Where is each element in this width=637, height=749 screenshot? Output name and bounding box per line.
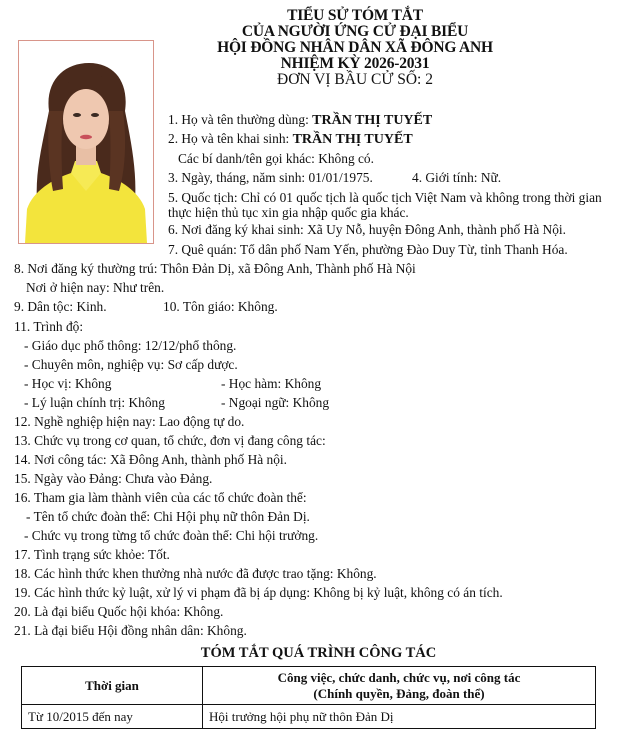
work-history-table <box>21 666 596 729</box>
column-header-position-line2: (Chính quyền, Đảng, đoàn thể) <box>313 685 485 701</box>
doc-term: NHIỆM KỲ 2026-2031 <box>280 55 430 72</box>
item-hometown: 7. Quê quán: Tổ dân phố Nam Yến, phường Đào Duy Từ, tỉnh Thanh Hóa. <box>168 242 568 257</box>
doc-subtitle-candidate: CỦA NGƯỜI ỨNG CỬ ĐẠI BIỂU <box>241 23 469 40</box>
item-common-name <box>168 112 432 129</box>
item-gender: 4. Giới tính: Nữ. <box>412 170 502 185</box>
item-birth-registration: 6. Nơi đăng ký khai sinh: Xã Uy Nỗ, huyện Đông Anh, thành phố Hà Nội. <box>168 222 566 237</box>
item-discipline: 19. Các hình thức kỷ luật, xử lý vi phạm đã bị áp dụng: Không bị kỷ luật, không có án tích. <box>14 585 503 600</box>
item-academic-degree: - Học vị: Không <box>24 376 112 391</box>
item-academic-title: - Học hàm: Không <box>221 376 322 391</box>
document-header <box>160 8 550 88</box>
item-birth-name <box>168 131 413 148</box>
item-position: 13. Chức vụ trong cơ quan, tổ chức, đơn vị đang công tác: <box>14 433 326 448</box>
doc-subtitle-council: HỘI ĐỒNG NHÂN DÂN XÃ ĐÔNG ANH <box>217 39 493 56</box>
table-header-row <box>22 667 596 705</box>
item-organization-name: - Tên tổ chức đoàn thể: Chi Hội phụ nữ thôn Đản Dị. <box>26 509 310 524</box>
column-header-position <box>203 667 596 705</box>
item-awards: 18. Các hình thức khen thưởng nhà nước đã được trao tặng: Không. <box>14 566 377 581</box>
portrait-image-icon <box>19 41 153 243</box>
label: 1. Họ và tên thường dùng: <box>168 112 313 127</box>
item-workplace: 14. Nơi công tác: Xã Đông Anh, thành phố Hà nội. <box>14 452 287 467</box>
cell-position: Hội trưởng hội phụ nữ thôn Đản Dị <box>203 705 596 729</box>
item-occupation: 12. Nghề nghiệp hiện nay: Lao động tự do. <box>14 414 245 429</box>
column-header-period: Thời gian <box>22 667 203 705</box>
item-political-theory: - Lý luận chính trị: Không <box>24 395 165 410</box>
candidate-photo <box>18 40 154 244</box>
item-professional-qualification: - Chuyên môn, nghiệp vụ: Sơ cấp dược. <box>24 357 238 372</box>
item-ethnicity: 9. Dân tộc: Kinh. <box>14 299 107 314</box>
item-foreign-language: - Ngoại ngữ: Không <box>221 395 330 410</box>
cell-period: Từ 10/2015 đến nay <box>22 705 203 729</box>
item-national-assembly: 20. Là đại biểu Quốc hội khóa: Không. <box>14 604 224 619</box>
item-organization-role: - Chức vụ trong từng tổ chức đoàn thể: Chi hội trưởng. <box>24 528 319 543</box>
item-health: 17. Tình trạng sức khỏe: Tốt. <box>14 547 170 562</box>
column-header-position-line1: Công việc, chức danh, chức vụ, nơi công tác <box>277 669 521 685</box>
item-nationality-line1: 5. Quốc tịch: Chỉ có 01 quốc tịch là quốc tịch Việt Nam và không trong thời gian <box>168 190 602 205</box>
item-general-education: - Giáo dục phổ thông: 12/12/phổ thông. <box>24 338 237 353</box>
item-birth-date: 3. Ngày, tháng, năm sinh: 01/01/1975. <box>168 170 373 185</box>
item-party-date: 15. Ngày vào Đảng: Chưa vào Đảng. <box>14 471 213 486</box>
item-nationality-line2: thực hiện thủ tục xin gia nhập quốc gia khác. <box>168 205 409 220</box>
item-current-residence: Nơi ở hiện nay: Như trên. <box>26 280 165 295</box>
doc-title: TIỂU SỬ TÓM TẮT <box>287 7 423 24</box>
item-peoples-council: 21. Là đại biểu Hội đồng nhân dân: Không. <box>14 623 247 638</box>
item-religion: 10. Tôn giáo: Không. <box>163 299 278 314</box>
birth-name-value: TRẦN THỊ TUYẾT <box>292 132 413 147</box>
common-name-value: TRẦN THỊ TUYẾT <box>312 113 433 128</box>
item-permanent-residence: 8. Nơi đăng ký thường trú: Thôn Đản Dị, xã Đông Anh, Thành phố Hà Nội <box>14 261 416 276</box>
table-row <box>22 705 596 729</box>
work-history-title: TÓM TẮT QUÁ TRÌNH CÔNG TÁC <box>200 645 437 661</box>
item-organizations: 16. Tham gia làm thành viên của các tổ chức đoàn thể: <box>14 490 307 505</box>
item-alias: Các bí danh/tên gọi khác: Không có. <box>178 151 374 166</box>
doc-electoral-unit: ĐƠN VỊ BẦU CỬ SỐ: 2 <box>277 71 433 88</box>
item-education: 11. Trình độ: <box>14 319 84 334</box>
label: 2. Họ và tên khai sinh: <box>168 131 293 146</box>
